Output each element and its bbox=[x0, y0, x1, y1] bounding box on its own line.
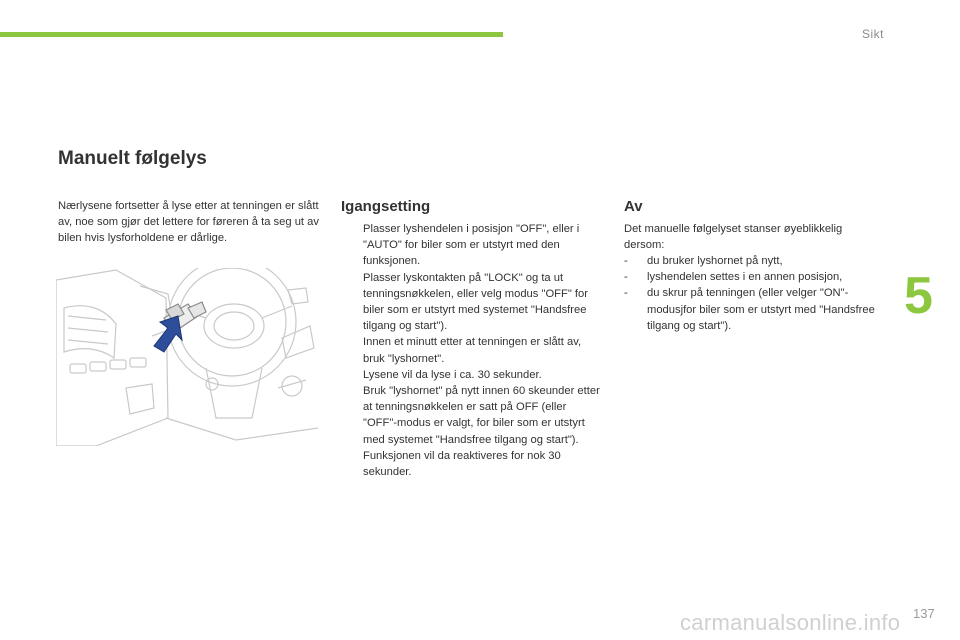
condition-text: du bruker lyshornet på nytt, bbox=[647, 255, 783, 267]
list-item bbox=[624, 269, 880, 285]
step-text: Plasser lyskontakten på "LOCK" og ta ut tenningsnøkkelen, eller velg modus "OFF" for biler som er utstyrt med systemet "Handsfree tilgang og start"). bbox=[363, 271, 588, 333]
page-title: Manuelt følgelys bbox=[58, 148, 207, 169]
chapter-number: 5 bbox=[904, 267, 933, 325]
step-text: Innen et minutt etter at tenningen er slått av, bruk "lyshornet". bbox=[363, 336, 582, 365]
deactivation-list bbox=[624, 253, 880, 334]
deactivation-title: Av bbox=[624, 198, 643, 215]
section-name: Sikt bbox=[862, 27, 885, 41]
activation-title: Igangsetting bbox=[341, 198, 431, 215]
list-item bbox=[341, 334, 603, 383]
list-item bbox=[341, 383, 603, 480]
deactivation-intro: Det manuelle følgelyset stanser øyeblikkelig dersom: bbox=[624, 223, 843, 252]
list-item bbox=[341, 221, 603, 270]
condition-text: du skrur på tenningen (eller velger "ON"-modusjfor biler som er utstyrt med "Handsfree tilgang og start"). bbox=[647, 287, 875, 332]
condition-text: lyshendelen settes i en annen posisjon, bbox=[647, 271, 843, 284]
page-number: 137 bbox=[913, 606, 935, 621]
steering-column-illustration bbox=[56, 268, 318, 446]
dash-marker: - bbox=[624, 255, 628, 267]
intro-paragraph: Nærlysene fortsetter å lyse etter at tenningen er slått av, noe som gjør det lettere for føreren å ta seg ut av bilen hvis lysforholdene er dårlige. bbox=[58, 200, 319, 245]
step-note: Lysene vil da lyse i ca. 30 sekunder. bbox=[363, 368, 542, 381]
header-accent-bar bbox=[0, 32, 503, 37]
dash-marker: - bbox=[624, 287, 628, 300]
activation-steps-list bbox=[341, 221, 603, 480]
step-text: Plasser lyshendelen i posisjon "OFF", eller i "AUTO" for biler som er utstyrt med den funksjonen. bbox=[363, 223, 580, 268]
step-text: Bruk "lyshornet" på nytt innen 60 skeunder etter at tenningsnøkkelen er satt på OFF (eller "OFF"-modus er valgt, for biler som er utstyrt med systemet "Handsfree tilgang og start"). Funksjonen vil da reaktiveres for nok 30 sekunder. bbox=[363, 385, 600, 479]
list-item bbox=[341, 270, 603, 335]
watermark: carmanualsonline.info bbox=[680, 610, 901, 635]
list-item bbox=[624, 285, 880, 334]
list-item bbox=[624, 253, 880, 269]
dash-marker: - bbox=[624, 271, 628, 284]
